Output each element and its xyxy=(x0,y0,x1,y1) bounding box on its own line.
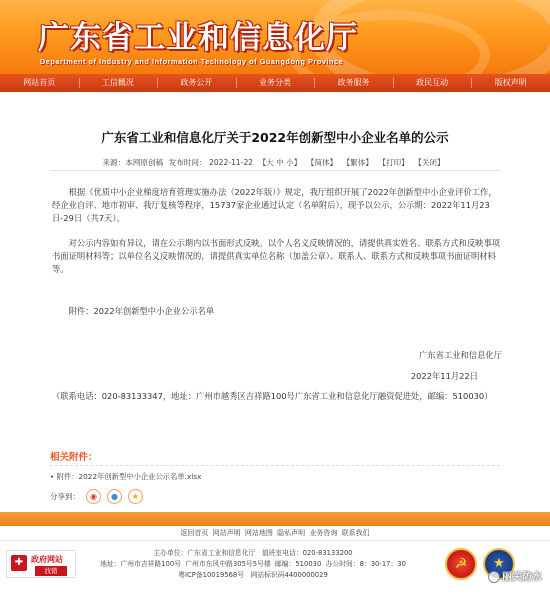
meta-divider xyxy=(50,170,500,171)
wechat-icon xyxy=(488,571,500,583)
site-subtitle: Department of Industry and Information Technology of Guangdong Province xyxy=(40,57,344,66)
footer-link-statement[interactable]: 网站声明 xyxy=(212,529,241,537)
nav-item-interaction[interactable]: 政民互动 xyxy=(393,74,472,92)
footer-divider xyxy=(0,540,550,541)
share-label: 分享到： xyxy=(50,492,80,501)
related-divider xyxy=(50,465,500,466)
article-paragraph-2: 对公示内容如有异议，请在公示期内以书面形式反映。以个人名义反映情况的，请提供真实姓名、联系方式和反映事项书面证明材料等；以单位名义反映情况的，请提供真实单位名称（加盖公章）、联系人、联系方式和反映事项书面证明材料等。 xyxy=(52,238,501,274)
footer-icp[interactable]: 粤ICP备10019568号 xyxy=(178,571,245,579)
watermark-text: 丽关防水 xyxy=(502,572,542,583)
article-date: 2022年11月22日 xyxy=(410,371,478,381)
article-paragraph-1: 根据《优质中小企业梯度培育管理实施办法（2022年版）》规定，我厅组织开展了2022年创新型中小企业评价工作，经企业自评、地市初审、我厅复核等程序，15737家企业通过认定（名单附后），现予以公示，公示期：2022年11月23日-29日（共7天）。 xyxy=(52,187,497,223)
weibo-share-icon[interactable]: ◉ xyxy=(86,489,101,504)
footer-info xyxy=(78,548,428,581)
main-nav xyxy=(0,74,550,92)
close-button[interactable]: 【关闭】 xyxy=(414,158,445,167)
footer-link-sitemap[interactable]: 网站地图 xyxy=(244,529,273,537)
traditional-button[interactable]: 【繁体】 xyxy=(342,158,373,167)
site-header xyxy=(0,0,550,74)
qq-share-icon[interactable]: ● xyxy=(107,489,122,504)
site-title[interactable]: 广东省工业和信息化厅 xyxy=(38,20,358,56)
nav-item-home[interactable]: 网站首页 xyxy=(23,78,56,87)
footer-site-code: 网站标识码4400000029 xyxy=(250,571,328,579)
footer-links xyxy=(0,528,550,538)
qzone-share-icon[interactable]: ★ xyxy=(128,489,143,504)
footer-hours: 办公时间：8：30-17：30 xyxy=(325,560,406,568)
footer-link-privacy[interactable]: 隐私声明 xyxy=(277,529,306,537)
article-meta xyxy=(0,157,550,168)
gov-logo-icon: ✚ xyxy=(11,555,27,571)
party-emblem-icon[interactable]: ☭ xyxy=(445,548,477,580)
gov-website-badge[interactable] xyxy=(6,550,76,578)
simplified-button[interactable]: 【简体】 xyxy=(306,158,338,167)
nav-item-overview[interactable]: 工信概况 xyxy=(79,74,158,92)
article-contact: （联系电话：020-83133347，地址：广州市越秀区吉祥路100号广东省工业和信息化厅融资促进处，邮编：510030） xyxy=(52,391,493,401)
footer-bar xyxy=(0,512,550,526)
nav-item-copyright[interactable]: 版权声明 xyxy=(471,74,550,92)
font-size-control[interactable]: 【大 中 小】 xyxy=(258,158,302,167)
footer-sponsor: 主办单位：广东省工业和信息化厅 xyxy=(153,549,256,557)
footer-address: 地址：广州市吉祥路100号 xyxy=(100,560,182,568)
attachment-link[interactable]: • 附件：2022年创新型中小企业公示名单.xlsx xyxy=(50,472,202,481)
gov-badge-text: 政府网站 xyxy=(31,555,63,564)
gov-find-error-button[interactable]: 找错 xyxy=(35,566,67,576)
nav-item-disclosure[interactable]: 政务公开 xyxy=(157,74,236,92)
footer-link-contact[interactable]: 联系我们 xyxy=(341,529,370,537)
meta-source: 来源：本网原创稿 xyxy=(102,158,164,167)
article-signature: 广东省工业和信息化厅 xyxy=(419,350,502,360)
print-button[interactable]: 【打印】 xyxy=(378,158,409,167)
police-badge-icon[interactable]: ★ xyxy=(483,548,515,580)
footer-phone: 值班室电话：020-83133200 xyxy=(261,549,353,557)
footer-postcode: 邮编：510030 xyxy=(274,560,322,568)
watermark xyxy=(488,568,542,583)
article-title: 广东省工业和信息化厅关于2022年创新型中小企业名单的公示 xyxy=(101,130,449,145)
footer-link-consult[interactable]: 业务咨询 xyxy=(309,529,338,537)
nav-item-services[interactable]: 政务服务 xyxy=(314,74,393,92)
article-attachment-note: 附件：2022年创新型中小企业公示名单 xyxy=(68,306,215,316)
nav-item-business[interactable]: 业务分类 xyxy=(236,74,315,92)
footer-address2: 广州市东风中路305号5号楼 xyxy=(185,560,271,568)
share-bar xyxy=(50,489,143,504)
related-attachments-title: 相关附件： xyxy=(50,452,98,463)
footer-link-home[interactable]: 返回首页 xyxy=(180,529,209,537)
meta-published: 发布时间： 2022-11-22 xyxy=(168,158,254,167)
